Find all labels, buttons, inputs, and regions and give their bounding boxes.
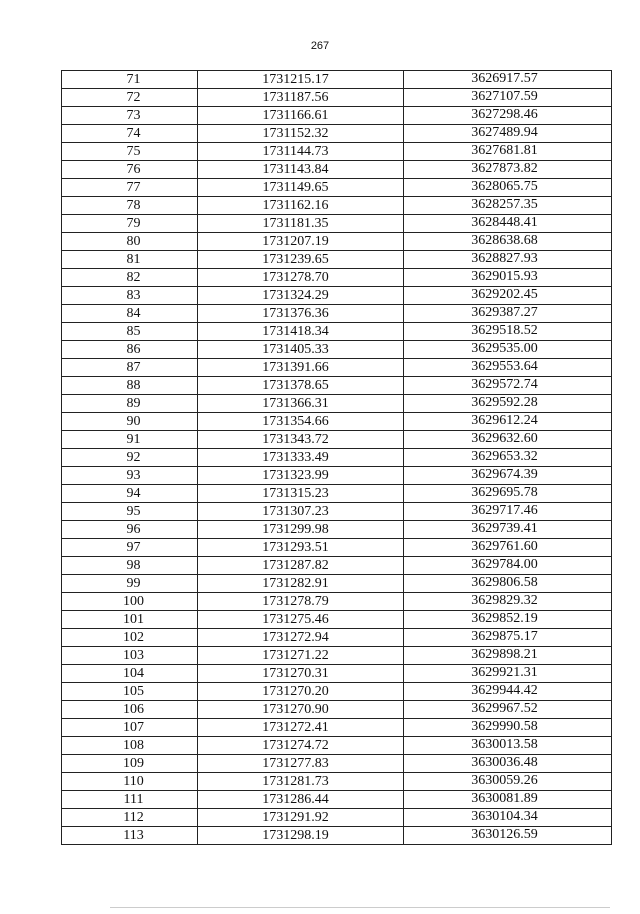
table-row [62,773,612,791]
y-coordinate-cell: 3629806.58 [404,575,612,593]
table-row [62,161,612,179]
point-number-cell: 103 [62,647,198,665]
point-number-cell: 84 [62,305,198,323]
x-coordinate-cell: 1731286.44 [198,791,404,809]
point-number-cell: 101 [62,611,198,629]
point-number-cell: 97 [62,539,198,557]
y-coordinate-cell: 3629829.32 [404,593,612,611]
x-coordinate-cell: 1731274.72 [198,737,404,755]
point-number-cell: 79 [62,215,198,233]
table-row [62,611,612,629]
point-number-cell: 111 [62,791,198,809]
table-row [62,737,612,755]
y-coordinate-cell: 3629898.21 [404,647,612,665]
x-coordinate-cell: 1731343.72 [198,431,404,449]
point-number-cell: 91 [62,431,198,449]
table-row [62,269,612,287]
y-coordinate-cell: 3629875.17 [404,629,612,647]
point-number-cell: 72 [62,89,198,107]
x-coordinate-cell: 1731277.83 [198,755,404,773]
y-coordinate-cell: 3630059.26 [404,773,612,791]
x-coordinate-cell: 1731207.19 [198,233,404,251]
table-row [62,395,612,413]
x-coordinate-cell: 1731166.61 [198,107,404,125]
x-coordinate-cell: 1731293.51 [198,539,404,557]
point-number-cell: 86 [62,341,198,359]
point-number-cell: 88 [62,377,198,395]
table-row [62,251,612,269]
table-row [62,485,612,503]
table-row [62,143,612,161]
x-coordinate-cell: 1731323.99 [198,467,404,485]
x-coordinate-cell: 1731324.29 [198,287,404,305]
point-number-cell: 100 [62,593,198,611]
point-number-cell: 78 [62,197,198,215]
x-coordinate-cell: 1731149.65 [198,179,404,197]
table-row [62,701,612,719]
x-coordinate-cell: 1731239.65 [198,251,404,269]
table-row [62,377,612,395]
point-number-cell: 87 [62,359,198,377]
y-coordinate-cell: 3629852.19 [404,611,612,629]
y-coordinate-cell: 3630036.48 [404,755,612,773]
x-coordinate-cell: 1731275.46 [198,611,404,629]
point-number-cell: 77 [62,179,198,197]
y-coordinate-cell: 3629921.31 [404,665,612,683]
point-number-cell: 110 [62,773,198,791]
table-row [62,305,612,323]
x-coordinate-cell: 1731143.84 [198,161,404,179]
table-row [62,827,612,845]
y-coordinate-cell: 3628448.41 [404,215,612,233]
y-coordinate-cell: 3628065.75 [404,179,612,197]
y-coordinate-cell: 3629387.27 [404,305,612,323]
y-coordinate-cell: 3630126.59 [404,827,612,845]
x-coordinate-cell: 1731181.35 [198,215,404,233]
y-coordinate-cell: 3630013.58 [404,737,612,755]
x-coordinate-cell: 1731278.79 [198,593,404,611]
y-coordinate-cell: 3629674.39 [404,467,612,485]
x-coordinate-cell: 1731307.23 [198,503,404,521]
y-coordinate-cell: 3629572.74 [404,377,612,395]
table-row [62,665,612,683]
point-number-cell: 92 [62,449,198,467]
point-number-cell: 109 [62,755,198,773]
scan-edge-line [110,907,610,908]
y-coordinate-cell: 3626917.57 [404,71,612,89]
x-coordinate-cell: 1731315.23 [198,485,404,503]
table-row [62,467,612,485]
x-coordinate-cell: 1731287.82 [198,557,404,575]
x-coordinate-cell: 1731405.33 [198,341,404,359]
table-row [62,809,612,827]
table-row [62,341,612,359]
table-row [62,287,612,305]
point-number-cell: 83 [62,287,198,305]
y-coordinate-cell: 3629553.64 [404,359,612,377]
point-number-cell: 104 [62,665,198,683]
point-number-cell: 93 [62,467,198,485]
x-coordinate-cell: 1731215.17 [198,71,404,89]
x-coordinate-cell: 1731187.56 [198,89,404,107]
y-coordinate-cell: 3629592.28 [404,395,612,413]
point-number-cell: 71 [62,71,198,89]
y-coordinate-cell: 3629695.78 [404,485,612,503]
point-number-cell: 82 [62,269,198,287]
y-coordinate-cell: 3629653.32 [404,449,612,467]
table-row [62,89,612,107]
y-coordinate-cell: 3629739.41 [404,521,612,539]
point-number-cell: 105 [62,683,198,701]
x-coordinate-cell: 1731299.98 [198,521,404,539]
table-row [62,647,612,665]
point-number-cell: 95 [62,503,198,521]
x-coordinate-cell: 1731376.36 [198,305,404,323]
table-row [62,449,612,467]
x-coordinate-cell: 1731366.31 [198,395,404,413]
y-coordinate-cell: 3627873.82 [404,161,612,179]
y-coordinate-cell: 3628257.35 [404,197,612,215]
table-row [62,521,612,539]
table-row [62,791,612,809]
point-number-cell: 107 [62,719,198,737]
table-row [62,107,612,125]
y-coordinate-cell: 3629717.46 [404,503,612,521]
y-coordinate-cell: 3628827.93 [404,251,612,269]
table-row [62,629,612,647]
y-coordinate-cell: 3629202.45 [404,287,612,305]
coordinate-table [61,70,612,845]
x-coordinate-cell: 1731162.16 [198,197,404,215]
point-number-cell: 102 [62,629,198,647]
y-coordinate-cell: 3627681.81 [404,143,612,161]
table-row [62,215,612,233]
point-number-cell: 99 [62,575,198,593]
x-coordinate-cell: 1731270.31 [198,665,404,683]
point-number-cell: 98 [62,557,198,575]
x-coordinate-cell: 1731378.65 [198,377,404,395]
point-number-cell: 81 [62,251,198,269]
y-coordinate-cell: 3629944.42 [404,683,612,701]
table-row [62,431,612,449]
table-row [62,503,612,521]
y-coordinate-cell: 3629967.52 [404,701,612,719]
table-row [62,539,612,557]
x-coordinate-cell: 1731281.73 [198,773,404,791]
point-number-cell: 80 [62,233,198,251]
point-number-cell: 85 [62,323,198,341]
point-number-cell: 96 [62,521,198,539]
x-coordinate-cell: 1731298.19 [198,827,404,845]
table-row [62,557,612,575]
x-coordinate-cell: 1731391.66 [198,359,404,377]
table-row [62,359,612,377]
x-coordinate-cell: 1731144.73 [198,143,404,161]
x-coordinate-cell: 1731291.92 [198,809,404,827]
x-coordinate-cell: 1731333.49 [198,449,404,467]
table-row [62,575,612,593]
x-coordinate-cell: 1731271.22 [198,647,404,665]
y-coordinate-cell: 3630104.34 [404,809,612,827]
table-row [62,179,612,197]
y-coordinate-cell: 3629632.60 [404,431,612,449]
table-row [62,593,612,611]
y-coordinate-cell: 3629612.24 [404,413,612,431]
y-coordinate-cell: 3629784.00 [404,557,612,575]
x-coordinate-cell: 1731282.91 [198,575,404,593]
table-row [62,683,612,701]
table-row [62,719,612,737]
table-row [62,413,612,431]
y-coordinate-cell: 3629990.58 [404,719,612,737]
point-number-cell: 76 [62,161,198,179]
y-coordinate-cell: 3627298.46 [404,107,612,125]
x-coordinate-cell: 1731272.94 [198,629,404,647]
point-number-cell: 106 [62,701,198,719]
x-coordinate-cell: 1731272.41 [198,719,404,737]
table-row [62,71,612,89]
x-coordinate-cell: 1731278.70 [198,269,404,287]
point-number-cell: 113 [62,827,198,845]
point-number-cell: 112 [62,809,198,827]
x-coordinate-cell: 1731354.66 [198,413,404,431]
y-coordinate-cell: 3627107.59 [404,89,612,107]
y-coordinate-cell: 3628638.68 [404,233,612,251]
point-number-cell: 90 [62,413,198,431]
point-number-cell: 108 [62,737,198,755]
table-row [62,125,612,143]
table-row [62,233,612,251]
x-coordinate-cell: 1731152.32 [198,125,404,143]
y-coordinate-cell: 3630081.89 [404,791,612,809]
coordinate-table-body [62,71,612,845]
y-coordinate-cell: 3627489.94 [404,125,612,143]
point-number-cell: 89 [62,395,198,413]
x-coordinate-cell: 1731418.34 [198,323,404,341]
page-number: 267 [310,40,330,52]
table-row [62,323,612,341]
y-coordinate-cell: 3629761.60 [404,539,612,557]
table-row [62,197,612,215]
point-number-cell: 75 [62,143,198,161]
point-number-cell: 74 [62,125,198,143]
y-coordinate-cell: 3629015.93 [404,269,612,287]
point-number-cell: 94 [62,485,198,503]
x-coordinate-cell: 1731270.90 [198,701,404,719]
y-coordinate-cell: 3629518.52 [404,323,612,341]
x-coordinate-cell: 1731270.20 [198,683,404,701]
point-number-cell: 73 [62,107,198,125]
y-coordinate-cell: 3629535.00 [404,341,612,359]
table-row [62,755,612,773]
